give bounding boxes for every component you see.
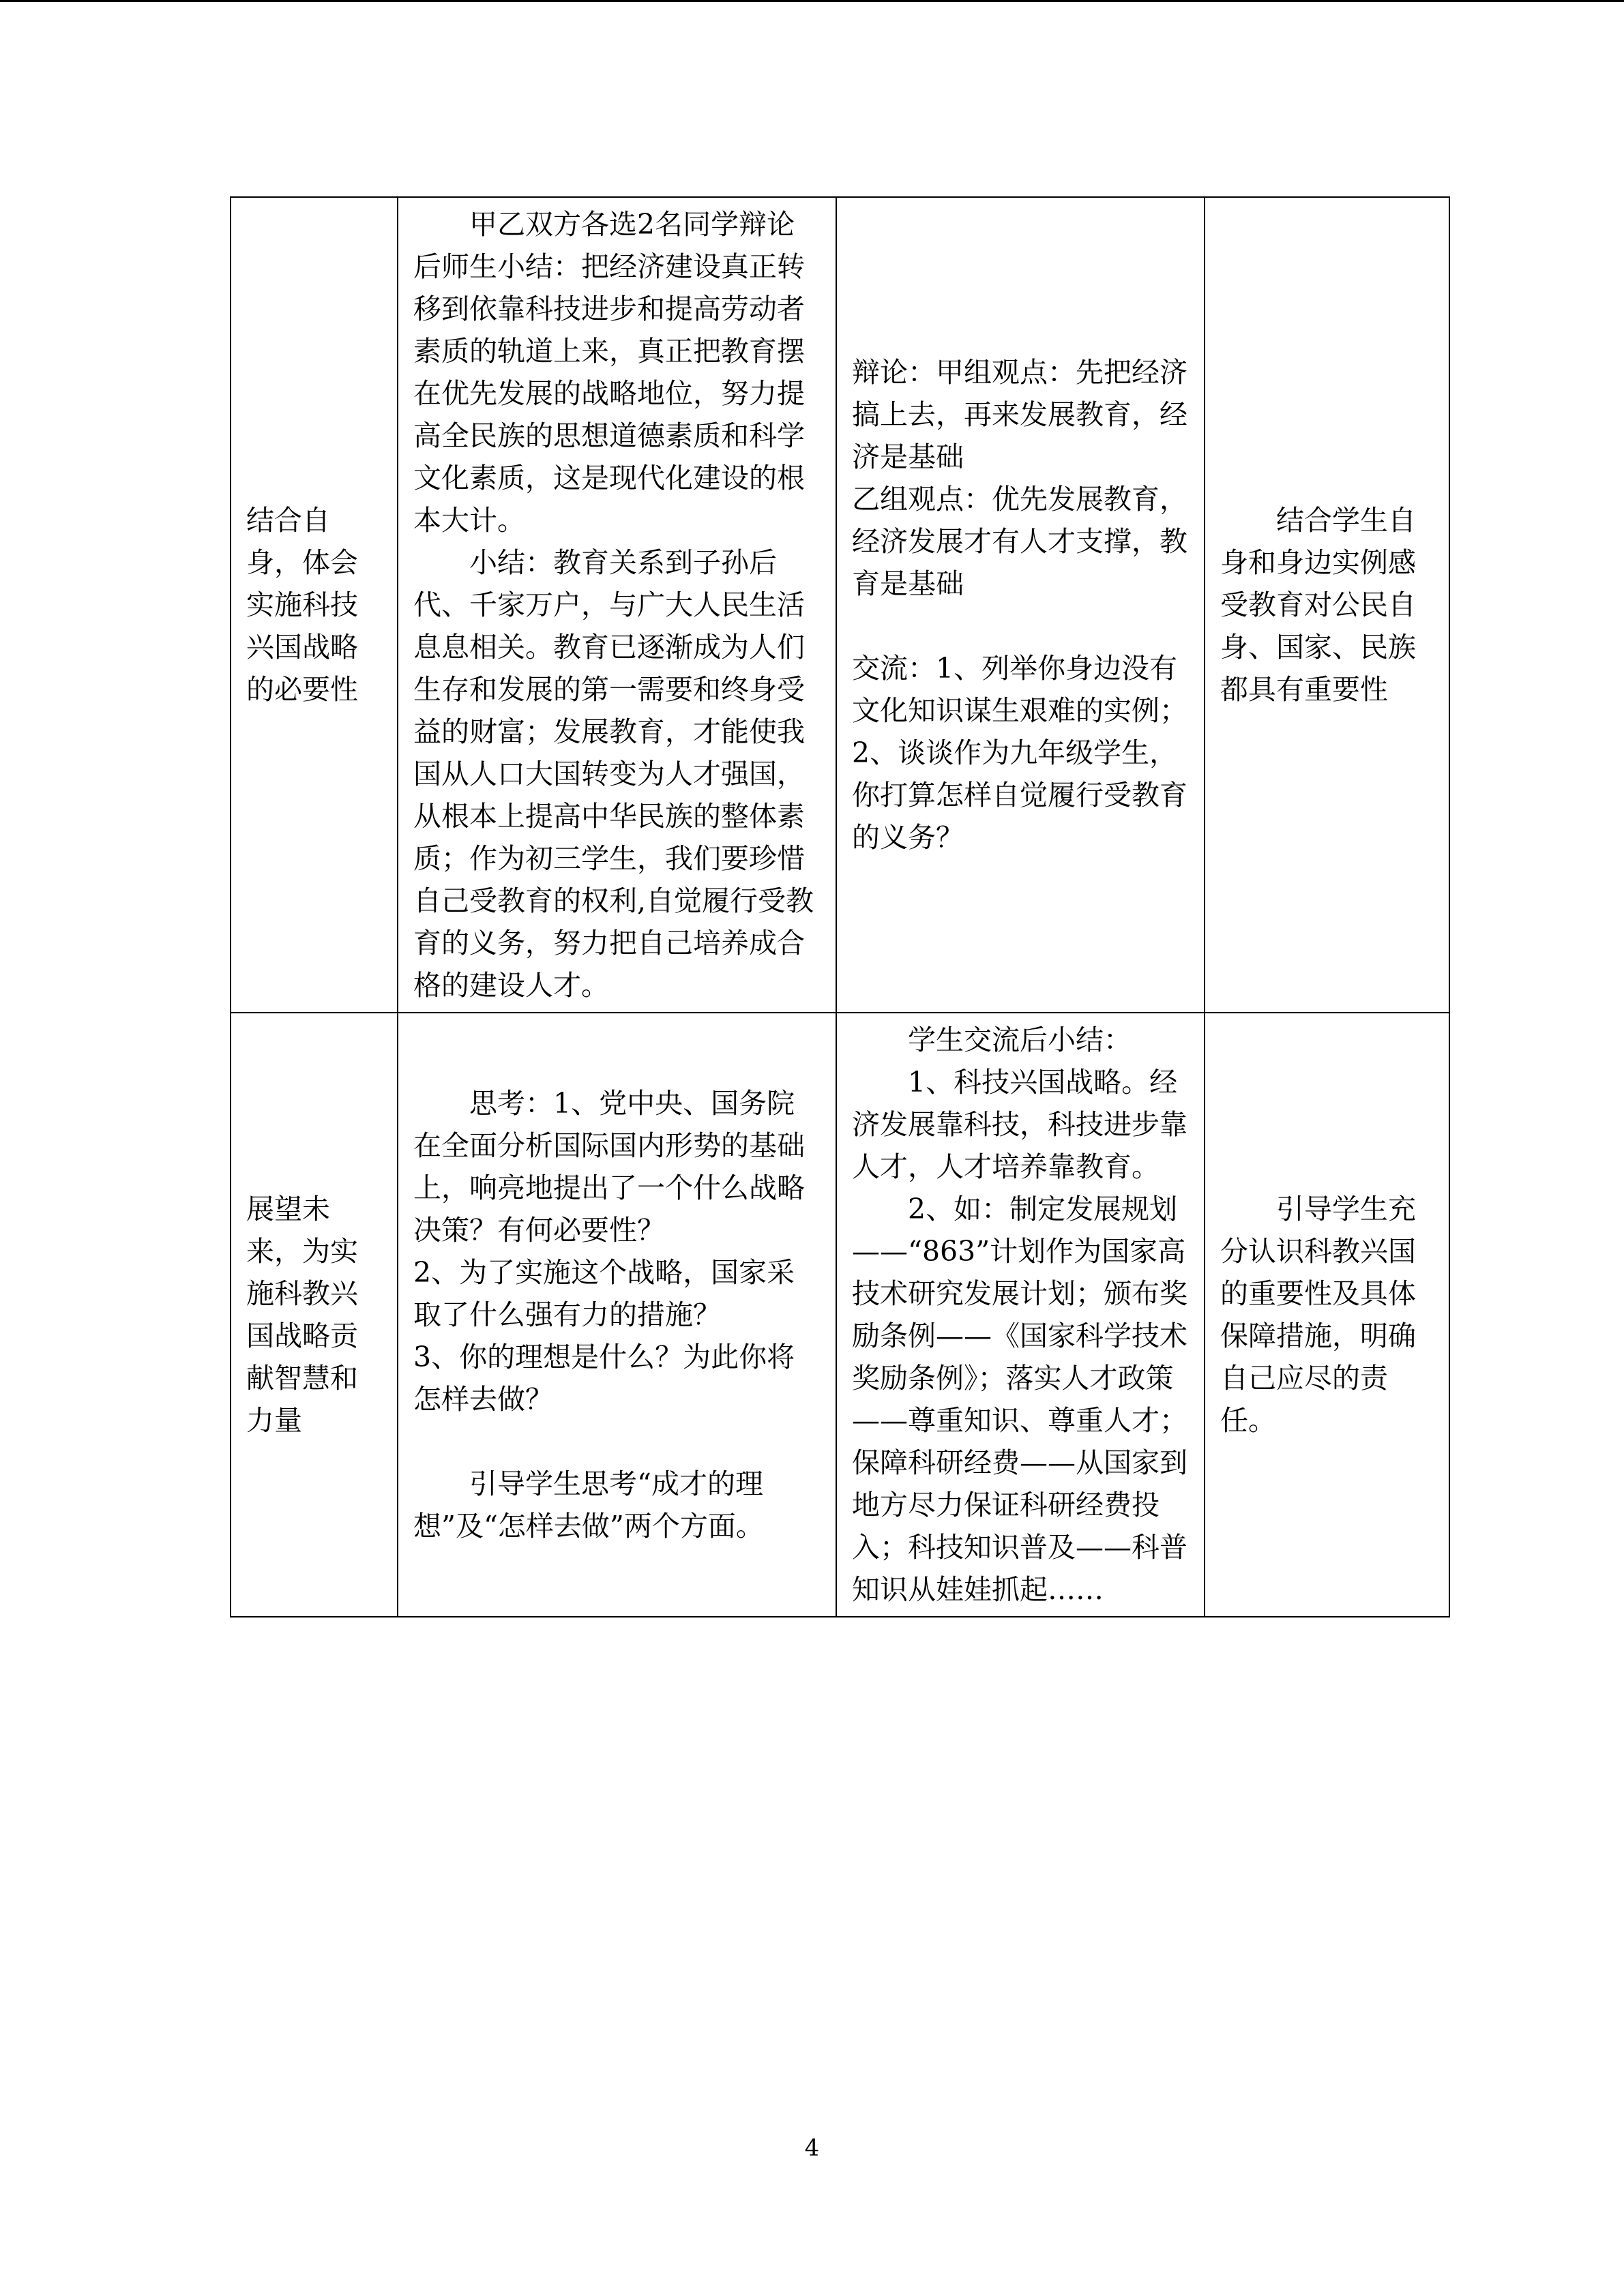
student-activity-cell: [836, 197, 1205, 1013]
guide-text: 引导学生思考“成才的理想”及“怎样去做”两个方面。: [413, 1467, 764, 1542]
exchange-text: 2、谈谈作为九年级学生，你打算怎样自觉履行受教育的义务？: [852, 736, 1187, 854]
teacher-activity-cell: [398, 197, 836, 1013]
student-summary-title: 学生交流后小结：: [908, 1024, 1132, 1056]
teacher-summary-text: 甲乙双方各选2名同学辩论后师生小结：把经济建设真正转移到依靠科技进步和提高劳动者素质的轨道上来，真正把教育摆在优先发展的战略地位，努力提高全民族的思想道德素质和科学文化素质，这是现代化建设的根本大计。: [413, 208, 805, 537]
student-summary-point: 2、如：制定发展规划——“863”计划作为国家高技术研究发展计划；颁布奖励条例——《国家科学技术奖励条例》；落实人才政策——尊重知识、尊重人才；保障科研经费——从国家到地方尽力保证科研经费投入；科技知识普及——科普知识从娃娃抓起……: [852, 1193, 1187, 1606]
stage-text: 结合自身，体会实施科技兴国战略的必要性: [246, 504, 358, 706]
top-border-rule: [0, 0, 1624, 2]
student-activity-cell: [836, 1013, 1205, 1617]
debate-text: 乙组观点：优先发展教育，经济发展才有人才支撑，教育是基础: [852, 483, 1187, 600]
stage-cell: [231, 197, 398, 1013]
debate-text: 辩论：甲组观点：先把经济搞上去，再来发展教育，经济是基础: [852, 356, 1187, 473]
table-row: [231, 1013, 1449, 1617]
teacher-activity-cell: [398, 1013, 836, 1617]
question-text: 2、为了实施这个战略，国家采取了什么强有力的措施？: [413, 1256, 795, 1331]
teacher-summary-text: 小结：教育关系到子孙后代、千家万户，与广大人民生活息息相关。教育已逐渐成为人们生存和发展的第一需要和终身受益的财富；发展教育，才能使我国从人口大国转变为人才强国，从根本上提高中华民族的整体素质；作为初三学生，我们要珍惜自己受教育的权利,自觉履行受教育的义务，努力把自己培养成合格的建设人才。: [413, 546, 814, 1002]
lesson-plan-table: [230, 196, 1450, 1617]
table-row: [231, 197, 1449, 1013]
spacer: [852, 605, 1189, 647]
student-summary-point: 1、科技兴国战略。经济发展靠科技，科技进步靠人才，人才培养靠教育。: [852, 1066, 1187, 1183]
stage-text: 展望未来，为实施科教兴国战略贡献智慧和力量: [246, 1193, 358, 1437]
design-intent-cell: [1205, 197, 1449, 1013]
design-intent-text: 引导学生充分认识科教兴国的重要性及具体保障措施，明确自己应尽的责任。: [1220, 1193, 1416, 1437]
design-intent-cell: [1205, 1013, 1449, 1617]
stage-cell: [231, 1013, 398, 1617]
question-text: 3、你的理想是什么？为此你将怎样去做？: [413, 1341, 795, 1416]
exchange-text: 交流：1、列举你身边没有文化知识谋生艰难的实例；: [852, 652, 1187, 727]
page-number: 4: [804, 2134, 820, 2162]
question-text: 思考：1、党中央、国务院在全面分析国际国内形势的基础上，响亮地提出了一个什么战略决策？有何必要性？: [413, 1087, 805, 1247]
design-intent-text: 结合学生自身和身边实例感受教育对公民自身、国家、民族都具有重要性: [1220, 504, 1416, 706]
spacer: [413, 1420, 821, 1463]
